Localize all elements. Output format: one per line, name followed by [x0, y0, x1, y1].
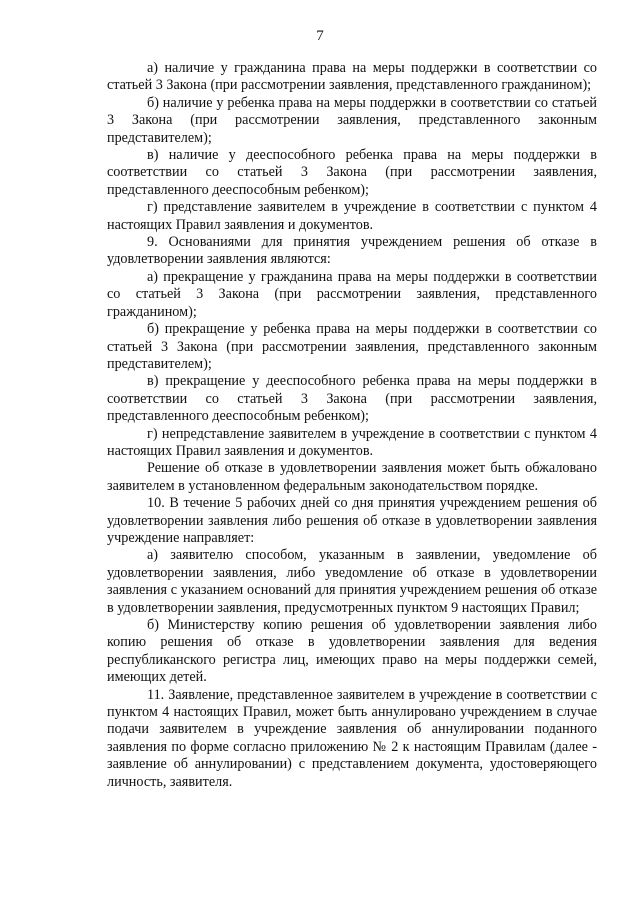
document-body — [107, 60, 597, 791]
paragraph-8g: г) представление заявителем в учреждение в соответствии с пунктом 4 настоящих Правил заявления и документов. — [107, 199, 597, 233]
paragraph-9v: в) прекращение у дееспособного ребенка права на меры поддержки в соответствии со статьей 3 Закона (при рассмотрении заявления, представленного дееспособным ребенком); — [107, 373, 597, 425]
paragraph-8a: а) наличие у гражданина права на меры поддержки в соответствии со статьей 3 Закона (при рассмотрении заявления, представленного гражданином); — [107, 60, 597, 94]
paragraph-10: 10. В течение 5 рабочих дней со дня принятия учреждением решения об удовлетворении заявления либо решения об отказе в удовлетворении заявления учреждение направляет: — [107, 495, 597, 546]
paragraph-10b: б) Министерству копию решения об удовлетворении заявления либо копию решения об отказе в удовлетворении заявления для ведения республиканского регистра лиц, имеющих право на меры поддержки семей, имеющих детей. — [107, 617, 597, 686]
paragraph-9b: б) прекращение у ребенка права на меры поддержки в соответствии со статьей 3 Закона (при рассмотрении заявления, представленного законным представителем); — [107, 321, 597, 372]
paragraph-9a: а) прекращение у гражданина права на меры поддержки в соответствии со статьей 3 Закона (при рассмотрении заявления, представленного гражданином); — [107, 268, 597, 320]
paragraph-9g: г) непредставление заявителем в учреждение в соответствии с пунктом 4 настоящих Правил заявления и документов. — [107, 425, 597, 459]
paragraph-9: 9. Основаниями для принятия учреждением решения об отказе в удовлетворении заявления являются: — [107, 234, 597, 268]
paragraph-8b: б) наличие у ребенка права на меры поддержки в соответствии со статьей 3 Закона (при рассмотрении заявления, представленного законным представителем); — [107, 94, 597, 146]
paragraph-9-appeal: Решение об отказе в удовлетворении заявления может быть обжаловано заявителем в установленном федеральным законодательством порядке. — [107, 460, 597, 494]
page-number: 7 — [316, 28, 324, 44]
paragraph-11: 11. Заявление, представленное заявителем в учреждение в соответствии с пунктом 4 настоящих Правил, может быть аннулировано учреждением в случае подачи заявителем в учреждение заявления об аннулировании поданного заявления по форме согласно приложению № 2 к настоящим Правилам (далее - заявление об аннулировании) с представлением документа, удостоверяющего личность, заявителя. — [107, 686, 597, 790]
paragraph-8v: в) наличие у дееспособного ребенка права на меры поддержки в соответствии со статьей 3 Закона (при рассмотрении заявления, представленного дееспособным ребенком); — [107, 147, 597, 198]
paragraph-10a: а) заявителю способом, указанным в заявлении, уведомление об удовлетворении заявления, либо уведомление об отказе в удовлетворении заявления с указанием оснований для принятия учреждением решения об отказе в удовлетворении заявления, предусмотренных пунктом 9 настоящих Правил; — [107, 547, 597, 616]
